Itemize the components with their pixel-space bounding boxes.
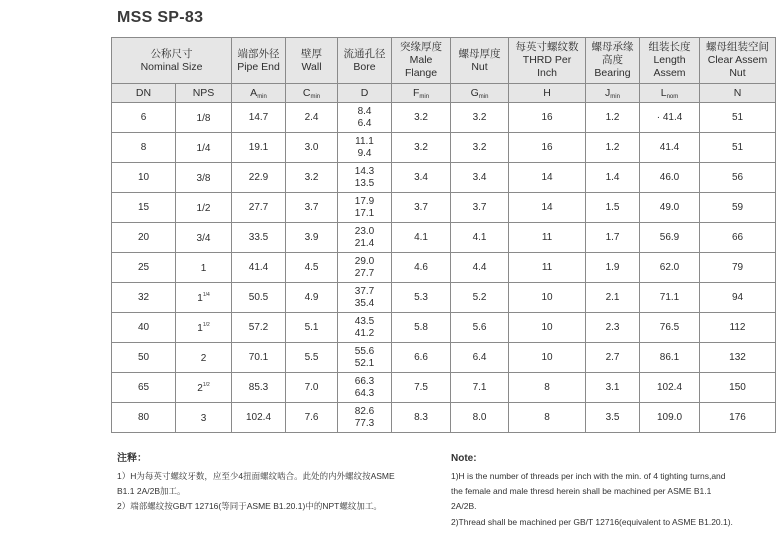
- cell-c: 7.0: [286, 373, 338, 403]
- cell-a: 50.5: [232, 283, 286, 313]
- symbol-d: D: [338, 84, 392, 103]
- cell-d: 14.3 13.5: [338, 163, 392, 193]
- cell-l: 41.4: [640, 133, 700, 163]
- cell-c: 4.5: [286, 253, 338, 283]
- cell-d: 43.5 41.2: [338, 313, 392, 343]
- symbol-j: $J_{min}$: [586, 84, 640, 103]
- table-row: [112, 343, 776, 373]
- cell-g: 3.2: [451, 133, 509, 163]
- cell-dn: 80: [112, 403, 176, 433]
- symbol-dn: DN: [112, 84, 176, 103]
- notes-chinese: [117, 452, 437, 514]
- cell-l: 56.9: [640, 223, 700, 253]
- cell-a: 57.2: [232, 313, 286, 343]
- table-row: [112, 283, 776, 313]
- cell-n: 132: [700, 343, 776, 373]
- cell-c: 5.5: [286, 343, 338, 373]
- cell-d: 11.1 9.4: [338, 133, 392, 163]
- cell-n: 112: [700, 313, 776, 343]
- note-cn-line: B1.1 2A/2B加工。: [117, 486, 186, 496]
- cell-a: 14.7: [232, 103, 286, 133]
- cell-a: 22.9: [232, 163, 286, 193]
- cell-g: 4.1: [451, 223, 509, 253]
- cell-nps: 3/4: [176, 223, 232, 253]
- cell-c: 5.1: [286, 313, 338, 343]
- header-nominal-size: 公称尺寸 Nominal Size: [112, 38, 232, 84]
- cell-f: 3.4: [392, 163, 451, 193]
- cell-n: 56: [700, 163, 776, 193]
- cell-j: 2.3: [586, 313, 640, 343]
- header-clear-assem-nut: 螺母组装空间 Clear Assem Nut: [700, 38, 776, 84]
- table-row: [112, 103, 776, 133]
- cell-n: 79: [700, 253, 776, 283]
- cell-n: 51: [700, 133, 776, 163]
- table-row: [112, 193, 776, 223]
- cell-f: 4.1: [392, 223, 451, 253]
- cell-c: 3.7: [286, 193, 338, 223]
- cell-n: 66: [700, 223, 776, 253]
- header-wall: 壁厚 Wall: [286, 38, 338, 84]
- cell-d: 37.7 35.4: [338, 283, 392, 313]
- table-row: [112, 223, 776, 253]
- cell-c: 3.0: [286, 133, 338, 163]
- symbol-a: $A_{min}$: [232, 84, 286, 103]
- cell-d: 29.0 27.7: [338, 253, 392, 283]
- cell-f: 3.2: [392, 103, 451, 133]
- cell-a: 85.3: [232, 373, 286, 403]
- cell-a: 27.7: [232, 193, 286, 223]
- cell-j: 2.1: [586, 283, 640, 313]
- cell-l: 46.0: [640, 163, 700, 193]
- table-row: [112, 163, 776, 193]
- symbol-nps: NPS: [176, 84, 232, 103]
- symbol-f: $F_{min}$: [392, 84, 451, 103]
- cell-nps: 3: [176, 403, 232, 433]
- cell-h: 16: [509, 103, 586, 133]
- note-en-line: 2A/2B.: [451, 501, 477, 512]
- cell-dn: 65: [112, 373, 176, 403]
- cell-dn: 15: [112, 193, 176, 223]
- cell-d: 55.6 52.1: [338, 343, 392, 373]
- cell-f: 4.6: [392, 253, 451, 283]
- symbol-l: $L_{nom}$: [640, 84, 700, 103]
- note-en-line: the female and male thresd herein shall be machined per ASME B1.1: [451, 486, 712, 497]
- cell-dn: 6: [112, 103, 176, 133]
- cell-f: 6.6: [392, 343, 451, 373]
- header-bore: 流通孔径 Bore: [338, 38, 392, 84]
- cell-l: 62.0: [640, 253, 700, 283]
- cell-j: 1.7: [586, 223, 640, 253]
- cell-c: 4.9: [286, 283, 338, 313]
- cell-a: 19.1: [232, 133, 286, 163]
- note-cn-line: 2）端部螺纹按GB/T 12716(等同于ASME B1.20.1)中的NPT螺纹加工。: [117, 501, 382, 511]
- cell-j: 1.5: [586, 193, 640, 223]
- cell-g: 8.0: [451, 403, 509, 433]
- table-row: [112, 313, 776, 343]
- cell-j: 1.2: [586, 103, 640, 133]
- cell-nps: $2^{1/2}$: [176, 373, 232, 403]
- symbol-c: $C_{min}$: [286, 84, 338, 103]
- note-cn-line: 1）H为每英寸螺纹牙数，应至少4扭面螺纹啮合。此处的内外螺纹按ASME: [117, 471, 395, 481]
- cell-h: 11: [509, 223, 586, 253]
- cell-g: 7.1: [451, 373, 509, 403]
- cell-a: 102.4: [232, 403, 286, 433]
- cell-n: 51: [700, 103, 776, 133]
- page-title: MSS SP-83: [117, 9, 204, 26]
- cell-f: 3.2: [392, 133, 451, 163]
- cell-nps: 1: [176, 253, 232, 283]
- cell-h: 10: [509, 343, 586, 373]
- cell-d: 17.9 17.1: [338, 193, 392, 223]
- cell-dn: 10: [112, 163, 176, 193]
- header-row: [112, 38, 776, 84]
- cell-dn: 32: [112, 283, 176, 313]
- cell-n: 94: [700, 283, 776, 313]
- notes-english: [451, 452, 776, 530]
- cell-h: 8: [509, 403, 586, 433]
- cell-j: 3.5: [586, 403, 640, 433]
- cell-dn: 40: [112, 313, 176, 343]
- cell-j: 1.9: [586, 253, 640, 283]
- cell-n: 176: [700, 403, 776, 433]
- cell-dn: 20: [112, 223, 176, 253]
- cell-h: 14: [509, 193, 586, 223]
- symbol-g: $G_{min}$: [451, 84, 509, 103]
- cell-a: 41.4: [232, 253, 286, 283]
- note-en-line: 2)Thread shall be machined per GB/T 12716(equivalent to ASME B1.20.1).: [451, 516, 733, 527]
- cell-d: 82.6 77.3: [338, 403, 392, 433]
- cell-l: 109.0: [640, 403, 700, 433]
- cell-f: 5.8: [392, 313, 451, 343]
- header-length-assem: 组装长度 Length Assem: [640, 38, 700, 84]
- cell-c: 7.6: [286, 403, 338, 433]
- cell-n: 150: [700, 373, 776, 403]
- cell-dn: 25: [112, 253, 176, 283]
- cell-a: 33.5: [232, 223, 286, 253]
- cell-a: 70.1: [232, 343, 286, 373]
- cell-j: 3.1: [586, 373, 640, 403]
- cell-g: 3.4: [451, 163, 509, 193]
- cell-h: 14: [509, 163, 586, 193]
- note-en-line: 1)H is the number of threads per inch with the min. of 4 tighting turns,and: [451, 471, 726, 481]
- cell-g: 6.4: [451, 343, 509, 373]
- symbol-row: [112, 84, 776, 103]
- notes-cn-title: 注释：: [117, 453, 147, 464]
- cell-n: 59: [700, 193, 776, 223]
- header-nut: 螺母厚度 Nut: [451, 38, 509, 84]
- header-thrd-per-inch: 每英寸螺纹数 THRD Per Inch: [509, 38, 586, 84]
- cell-nps: 2: [176, 343, 232, 373]
- cell-h: 10: [509, 283, 586, 313]
- header-bearing: 螺母承缘 高度 Bearing: [586, 38, 640, 84]
- table-row: [112, 403, 776, 433]
- cell-h: 8: [509, 373, 586, 403]
- cell-l: 102.4: [640, 373, 700, 403]
- cell-l: 71.1: [640, 283, 700, 313]
- cell-d: 8.4 6.4: [338, 103, 392, 133]
- header-male-flange: 突缘厚度 Male Flange: [392, 38, 451, 84]
- cell-g: 5.6: [451, 313, 509, 343]
- cell-j: 2.7: [586, 343, 640, 373]
- cell-c: 3.2: [286, 163, 338, 193]
- cell-c: 2.4: [286, 103, 338, 133]
- cell-g: 3.2: [451, 103, 509, 133]
- table-row: [112, 253, 776, 283]
- spec-table: [111, 37, 776, 433]
- cell-l: · 41.4: [640, 103, 700, 133]
- cell-f: 8.3: [392, 403, 451, 433]
- cell-d: 23.0 21.4: [338, 223, 392, 253]
- cell-nps: $1^{1/4}$: [176, 283, 232, 313]
- cell-l: 76.5: [640, 313, 700, 343]
- notes-en-title: Note:: [451, 453, 477, 464]
- cell-nps: 1/8: [176, 103, 232, 133]
- table-row: [112, 133, 776, 163]
- cell-f: 5.3: [392, 283, 451, 313]
- cell-d: 66.3 64.3: [338, 373, 392, 403]
- symbol-h: H: [509, 84, 586, 103]
- cell-nps: $1^{1/2}$: [176, 313, 232, 343]
- cell-g: 5.2: [451, 283, 509, 313]
- cell-c: 3.9: [286, 223, 338, 253]
- cell-h: 16: [509, 133, 586, 163]
- symbol-n: N: [700, 84, 776, 103]
- cell-h: 11: [509, 253, 586, 283]
- cell-dn: 8: [112, 133, 176, 163]
- cell-l: 86.1: [640, 343, 700, 373]
- header-pipe-end: 端部外径 Pipe End: [232, 38, 286, 84]
- cell-j: 1.4: [586, 163, 640, 193]
- cell-dn: 50: [112, 343, 176, 373]
- cell-j: 1.2: [586, 133, 640, 163]
- cell-f: 7.5: [392, 373, 451, 403]
- cell-f: 3.7: [392, 193, 451, 223]
- table-row: [112, 373, 776, 403]
- cell-nps: 1/4: [176, 133, 232, 163]
- cell-l: 49.0: [640, 193, 700, 223]
- cell-nps: 3/8: [176, 163, 232, 193]
- cell-g: 4.4: [451, 253, 509, 283]
- cell-g: 3.7: [451, 193, 509, 223]
- cell-h: 10: [509, 313, 586, 343]
- cell-nps: 1/2: [176, 193, 232, 223]
